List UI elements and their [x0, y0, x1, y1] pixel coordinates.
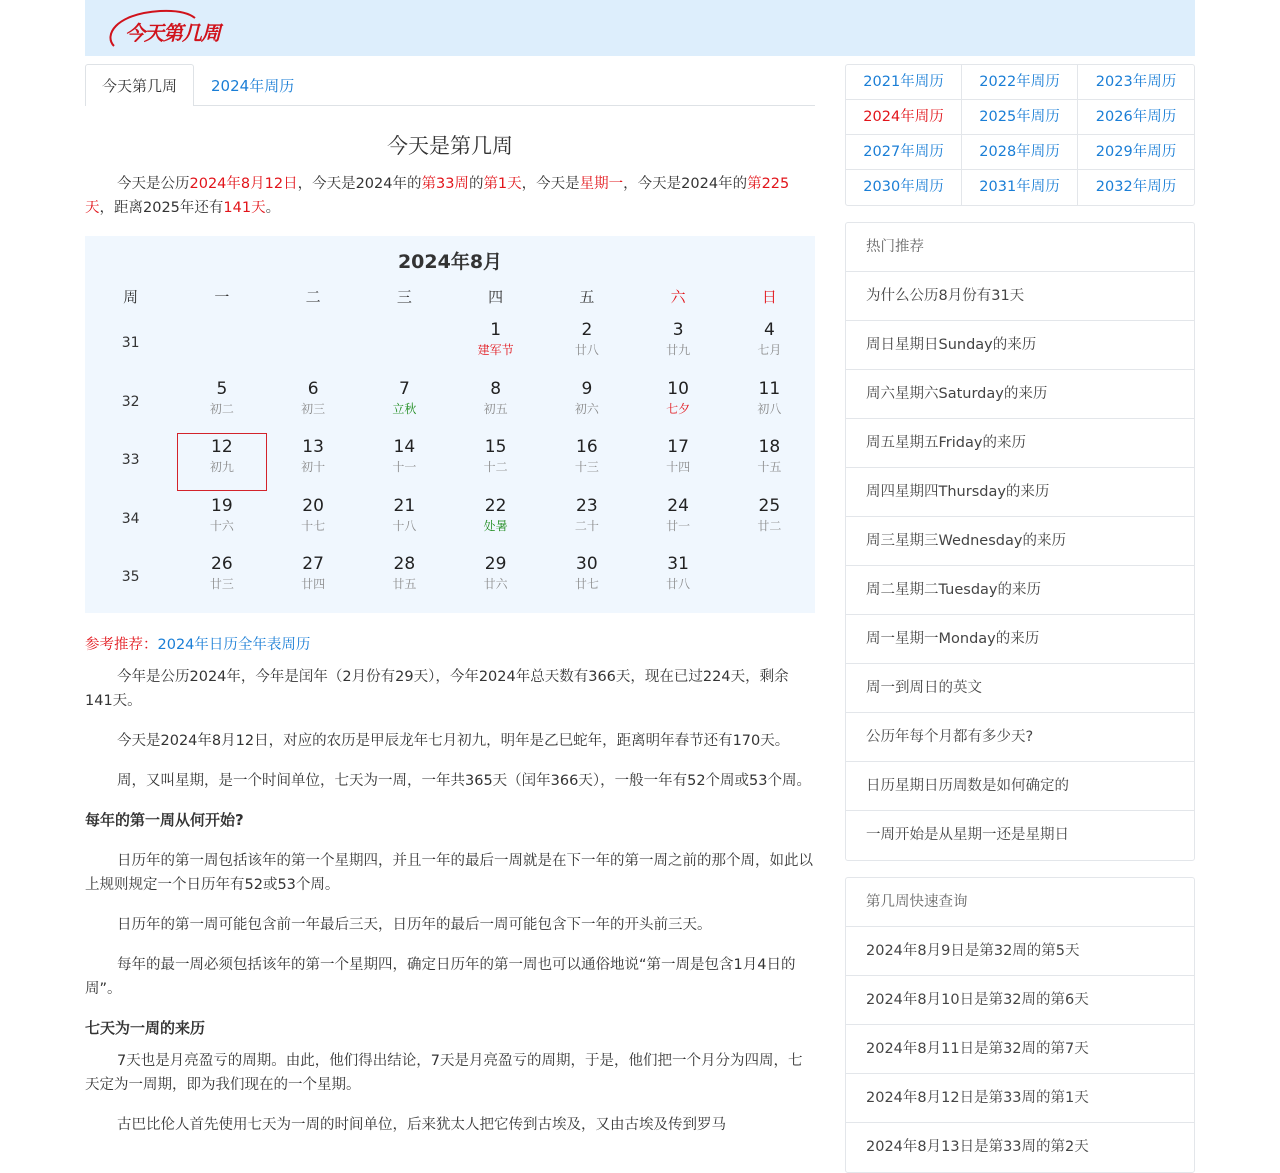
paragraph-first-week-rule: 日历年的第一周包括该年的第一个星期四，并且一年的最后一周就是在下一年的第一周之前的那个周，如此以上规则规定一个日历年有52或53个周。 [85, 852, 813, 893]
calendar-day[interactable] [724, 373, 815, 432]
week-number-cell: 35 [121, 569, 140, 586]
week-number-cell: 34 [121, 510, 140, 527]
weekday-header: 日 [761, 288, 777, 306]
paragraph-lunar-info: 今天是2024年8月12日，对应的农历是甲辰龙年七月初九，明年是乙巳蛇年，距离明年春节还有170天。 [117, 732, 790, 749]
lunar-date: 廿三 [209, 577, 234, 591]
day-number [176, 314, 267, 318]
day-number: 23 [576, 495, 598, 516]
calendar-week-row [85, 490, 815, 549]
month-calendar [85, 236, 815, 613]
lunar-date: 十三 [574, 460, 599, 474]
lunar-date: 廿八 [574, 343, 599, 357]
day-of-year: 第225天 [85, 176, 790, 216]
weekday-header: 六 [670, 288, 686, 306]
day-number [359, 314, 450, 318]
quick-query-item[interactable]: 2024年8月13日是第33周的第2天 [866, 1139, 1089, 1155]
day-number: 24 [667, 495, 689, 516]
calendar-day[interactable] [176, 373, 267, 432]
day-number: 10 [667, 378, 689, 399]
day-number: 6 [307, 378, 319, 399]
lunar-date: 十二 [483, 460, 508, 474]
hot-item[interactable]: 周一到周日的英文 [846, 664, 1194, 713]
main-content [85, 64, 815, 1173]
lunar-date: 初三 [301, 401, 326, 416]
year-link-2023[interactable]: 2023年周历 [1078, 65, 1194, 100]
calendar-day[interactable] [176, 548, 267, 607]
calendar-day[interactable] [450, 548, 541, 607]
lunar-date: 廿二 [757, 518, 782, 533]
day-number: 21 [393, 495, 416, 516]
lunar-date: 处暑 [483, 518, 508, 533]
calendar-week-row [85, 314, 815, 373]
calendar-day[interactable] [724, 431, 815, 490]
week-number-cell: 31 [121, 335, 140, 352]
hot-recommend-panel [845, 222, 1195, 861]
paragraph-babylon: 古巴比伦人首先使用七天为一周的时间单位，后来犹太人把它传到古埃及，又由古埃及传到罗马 [117, 1116, 726, 1133]
day-number [724, 548, 815, 552]
reference-recommendation [85, 633, 815, 657]
lunar-date: 廿五 [392, 577, 417, 591]
calendar-day[interactable] [359, 431, 450, 490]
day-number [268, 314, 359, 318]
year-link-2030[interactable]: 2030年周历 [846, 170, 962, 205]
calendar-day[interactable] [268, 373, 359, 432]
weekday-header: 五 [579, 288, 595, 306]
calendar-day[interactable] [176, 490, 267, 549]
hot-item[interactable]: 周一星期一Monday的来历 [846, 615, 1194, 664]
lunar-date: 十八 [392, 518, 417, 533]
lunar-date: 初五 [483, 401, 508, 416]
hot-item[interactable]: 周日星期日Sunday的来历 [846, 321, 1194, 370]
calendar-day-today[interactable] [176, 431, 267, 490]
paragraph-first-week-days: 日历年的第一周可能包含前一年最后三天，日历年的最后一周可能包含下一年的开头前三天。 [117, 916, 712, 933]
lunar-date: 廿一 [666, 518, 691, 533]
calendar-day[interactable] [633, 314, 724, 373]
year-link-2027[interactable]: 2027年周历 [846, 135, 962, 170]
weekday-header: 三 [396, 288, 412, 306]
year-link-2028[interactable]: 2028年周历 [962, 135, 1078, 170]
section-heading-first-week: 每年的第一周从何开始? [85, 810, 244, 829]
calendar-day[interactable] [633, 490, 724, 549]
lunar-date: 建军节 [477, 343, 514, 357]
day-number: 1 [490, 320, 502, 340]
year-link-2025[interactable]: 2025年周历 [962, 100, 1078, 135]
day-number: 5 [216, 378, 228, 399]
year-link-2024[interactable]: 2024年周历 [846, 100, 962, 135]
calendar-week-row [85, 548, 815, 607]
calendar-day[interactable] [633, 431, 724, 490]
lunar-date: 初六 [574, 401, 599, 416]
day-number: 31 [667, 554, 689, 574]
day-of-week-number: 第1天 [483, 176, 522, 192]
paragraph-first-week-jan4: 每年的最一周必须包括该年的第一个星期四，确定日历年的第一周也可以通俗地说“第一周是包含1月4日的周”。 [85, 956, 796, 997]
calendar-day[interactable] [359, 373, 450, 432]
quick-query-item[interactable]: 2024年8月11日是第32周的第7天 [846, 1025, 1194, 1074]
calendar-day[interactable] [541, 431, 632, 490]
day-number: 19 [211, 495, 233, 516]
lunar-date: 七夕 [666, 401, 691, 416]
day-number: 17 [667, 437, 689, 457]
weekday-name: 星期一 [579, 176, 624, 192]
calendar-day[interactable] [359, 548, 450, 607]
hot-item[interactable]: 周五星期五Friday的来历 [846, 419, 1194, 468]
hot-item[interactable]: 一周开始是从星期一还是星期日 [866, 827, 1069, 843]
quick-query-item[interactable]: 2024年8月10日是第32周的第6天 [846, 976, 1194, 1025]
year-link-2032[interactable]: 2032年周历 [1095, 179, 1177, 195]
hot-item[interactable]: 公历年每个月都有多少天? [846, 713, 1194, 762]
lunar-date: 廿九 [666, 343, 691, 357]
day-number: 26 [211, 554, 233, 574]
calendar-day[interactable] [359, 490, 450, 549]
lunar-date: 七月 [757, 343, 782, 357]
calendar-day[interactable] [633, 548, 724, 607]
reference-label: 参考推荐： [85, 636, 158, 653]
day-number: 14 [393, 437, 416, 457]
lunar-date: 立秋 [392, 401, 417, 416]
year-link-2026[interactable]: 2026年周历 [1078, 100, 1194, 135]
day-number: 15 [484, 437, 507, 457]
page-title: 今天是第几周 [387, 134, 513, 158]
lunar-date: 十五 [757, 460, 782, 474]
site-header [85, 0, 1195, 56]
section-heading-seven-days: 七天为一周的来历 [85, 1018, 206, 1037]
calendar-day[interactable] [450, 373, 541, 432]
calendar-body [85, 314, 815, 607]
calendar-day[interactable] [268, 490, 359, 549]
day-number: 30 [576, 554, 598, 574]
week-number: 第33周 [421, 176, 469, 192]
lunar-date: 十七 [301, 518, 326, 533]
day-number: 29 [484, 554, 507, 574]
hot-item[interactable]: 周四星期四Thursday的来历 [846, 468, 1194, 517]
year-calendar-links [845, 64, 1195, 206]
tab-2024-calendar[interactable]: 2024年周历 [211, 77, 295, 95]
week-number-cell: 32 [121, 393, 140, 410]
quick-query-item[interactable]: 2024年8月9日是第32周的第5天 [846, 927, 1194, 976]
year-link-2021[interactable]: 2021年周历 [846, 65, 962, 100]
weekday-header: 一 [214, 288, 230, 306]
day-number: 7 [398, 378, 410, 399]
day-number: 4 [763, 320, 775, 340]
quick-query-title: 第几周快速查询 [846, 878, 1194, 927]
lunar-date: 廿七 [574, 577, 599, 591]
days-remaining: 141天 [223, 200, 266, 216]
day-number: 20 [302, 495, 324, 516]
paragraph-week-definition: 周，又叫星期，是一个时间单位，七天为一周，一年共365天（闰年366天），一般一年有52个周或53个周。 [117, 772, 811, 789]
day-number: 16 [576, 437, 598, 457]
lunar-date: 初九 [209, 460, 234, 474]
calendar-day-empty [176, 314, 267, 373]
hot-item[interactable]: 日历星期日历周数是如何确定的 [846, 762, 1194, 811]
calendar-week-row [85, 431, 815, 490]
day-number: 3 [672, 320, 684, 340]
day-number: 28 [393, 554, 416, 574]
day-number: 9 [581, 378, 593, 399]
lunar-date: 初二 [209, 401, 234, 416]
hot-recommend-title: 热门推荐 [846, 223, 1194, 272]
lunar-date: 初十 [301, 460, 326, 474]
weekday-header: 四 [488, 288, 504, 306]
hot-item[interactable]: 周六星期六Saturday的来历 [846, 370, 1194, 419]
weekday-header: 二 [305, 288, 321, 306]
calendar-day[interactable] [724, 490, 815, 549]
lunar-date: 廿六 [483, 577, 508, 591]
lunar-date: 十四 [666, 460, 691, 474]
tab-bar [85, 64, 815, 106]
calendar-day[interactable] [450, 490, 541, 549]
site-logo[interactable] [100, 6, 240, 50]
quick-query-item[interactable]: 2024年8月12日是第33周的第1天 [846, 1074, 1194, 1123]
calendar-day[interactable] [633, 373, 724, 432]
calendar-day[interactable] [541, 490, 632, 549]
calendar-day-empty [359, 314, 450, 373]
calendar-day[interactable] [268, 548, 359, 607]
hot-item[interactable]: 周三星期三Wednesday的来历 [846, 517, 1194, 566]
paragraph-year-info: 今年是公历2024年，今年是闰年（2月份有29天），今年2024年总天数有366天，现在已过224天，剩余141天。 [85, 668, 789, 709]
lunar-date: 二十 [574, 518, 599, 533]
calendar-day[interactable] [541, 373, 632, 432]
intro-summary: 今天是公历2024年8月12日，今天是2024年的第33周的第1天，今天是星期一，今天是2024年的第225天，距离2025年还有141天。 [85, 176, 790, 216]
year-link-2022[interactable]: 2022年周历 [962, 65, 1078, 100]
lunar-date: 廿四 [301, 577, 326, 591]
calendar-title: 2024年8月 [397, 251, 503, 273]
calendar-day[interactable] [450, 314, 541, 373]
week-number-cell: 33 [121, 452, 140, 469]
calendar-day[interactable] [541, 548, 632, 607]
lunar-date: 廿八 [666, 577, 691, 591]
lunar-date: 十一 [392, 460, 417, 474]
calendar-day[interactable] [450, 431, 541, 490]
day-number: 2 [581, 320, 593, 340]
day-number: 12 [211, 437, 233, 457]
calendar-week-row [85, 373, 815, 432]
day-number: 22 [484, 495, 507, 516]
week-column-header: 周 [123, 288, 139, 306]
calendar-day[interactable] [268, 431, 359, 490]
hot-item[interactable]: 周二星期二Tuesday的来历 [846, 566, 1194, 615]
quick-week-query-panel [845, 877, 1195, 1173]
lunar-date: 十六 [209, 518, 234, 533]
year-link-2029[interactable]: 2029年周历 [1078, 135, 1194, 170]
sidebar [845, 64, 1195, 1173]
day-number: 8 [490, 378, 502, 399]
day-number: 18 [758, 437, 781, 457]
calendar-day[interactable] [541, 314, 632, 373]
year-link-2031[interactable]: 2031年周历 [962, 170, 1078, 205]
day-number: 25 [758, 495, 781, 516]
paragraph-moon-cycle: 7天也是月亮盈亏的周期。由此，他们得出结论，7天是月亮盈亏的周期，于是，他们把一个月分为四周，七天定为一周期，即为我们现在的一个星期。 [85, 1052, 803, 1093]
calendar-day-empty [268, 314, 359, 373]
logo-text: 今天第几周 [125, 21, 220, 45]
calendar-day[interactable] [724, 314, 815, 373]
tab-today-week[interactable]: 今天第几周 [85, 64, 194, 106]
day-number: 13 [302, 437, 324, 457]
calendar-header-row [85, 280, 815, 314]
day-number: 27 [302, 554, 324, 574]
calendar-day-empty [724, 548, 815, 607]
today-date: 2024年8月12日 [189, 176, 298, 192]
lunar-date: 初八 [757, 401, 782, 416]
reference-link[interactable]: 2024年日历全年表周历 [157, 636, 311, 653]
day-number: 11 [758, 378, 781, 399]
hot-item[interactable]: 为什么公历8月份有31天 [846, 272, 1194, 321]
